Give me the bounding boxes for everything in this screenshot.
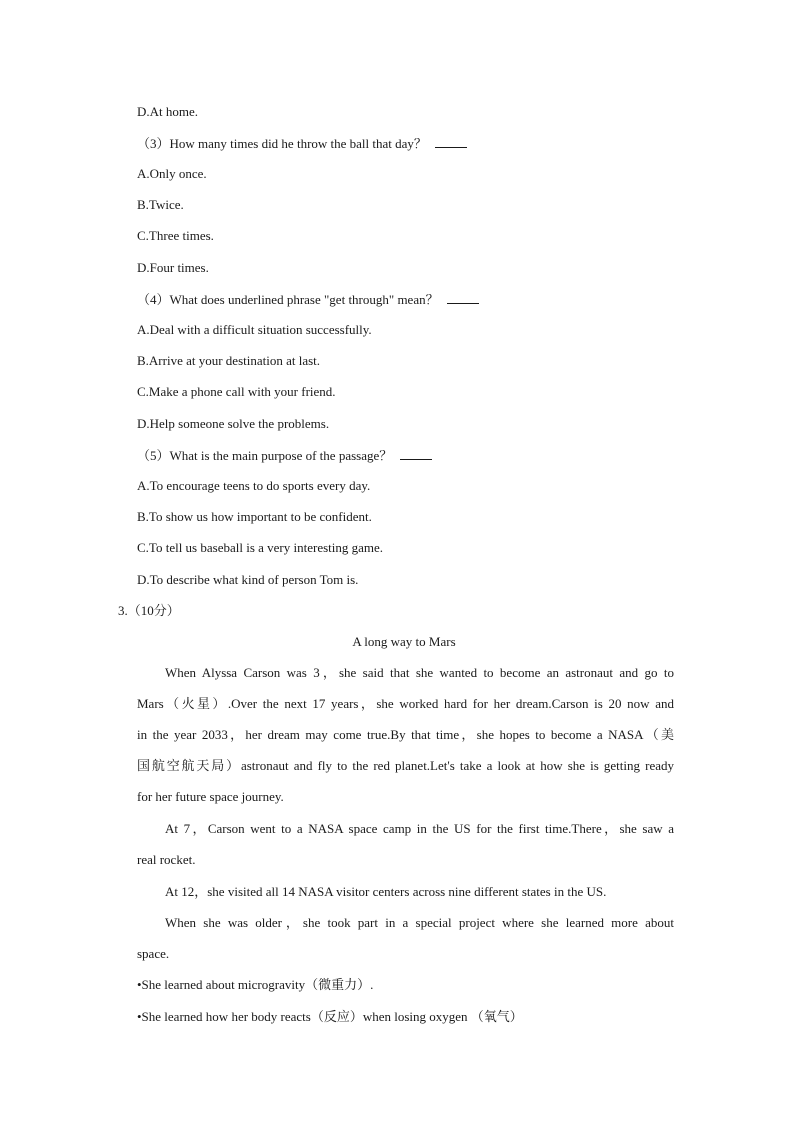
paragraph-line: Mars（火星）.Over the next 17 years，she worked hard for her dream.Carson is 20 now and [137, 696, 674, 711]
question-4 [137, 291, 479, 308]
question-5 [137, 447, 432, 464]
paragraph-1 [137, 665, 674, 820]
bullet-item: •She learned about microgravity（微重力）. [137, 977, 374, 992]
paragraph-line: space. [137, 946, 170, 961]
paragraph-line: At 12，she visited all 14 NASA visitor centers across nine different states in the US. [165, 884, 607, 899]
q4-option-d: D.Help someone solve the problems. [137, 416, 330, 431]
q3-option-b: B.Twice. [137, 197, 184, 212]
question-4-text: （4）What does underlined phrase "get through" mean？ [137, 292, 439, 307]
q4-option-b: B.Arrive at your destination at last. [137, 353, 321, 368]
question-3-text: （3）How many times did he throw the ball that day？ [137, 136, 427, 151]
paragraph-3 [137, 884, 674, 915]
paragraph-4 [137, 915, 674, 977]
answer-blank[interactable] [435, 135, 467, 148]
paragraph-line: At 7，Carson went to a NASA space camp in the US for the first time.There，she saw a [165, 821, 674, 836]
paragraph-line: 国航空航天局）astronaut and fly to the red planet.Let's take a look at how she is getting ready [137, 758, 674, 773]
answer-blank[interactable] [400, 447, 432, 460]
passage-title: A long way to Mars [352, 634, 456, 649]
q5-option-b: B.To show us how important to be confident. [137, 509, 372, 524]
paragraph-line: When she was older，she took part in a special project where she learned more about [165, 915, 674, 930]
paragraph-2 [137, 821, 674, 883]
q3-option-a: A.Only once. [137, 166, 207, 181]
question-3 [137, 135, 467, 152]
paragraph-line: real rocket. [137, 852, 196, 867]
bullet-item: •She learned how her body reacts（反应）when losing oxygen （氧气） [137, 1009, 523, 1024]
q5-option-c: C.To tell us baseball is a very interesting game. [137, 540, 384, 555]
q3-option-d: D.Four times. [137, 260, 209, 275]
answer-blank[interactable] [447, 291, 479, 304]
option-d-at-home: D.At home. [137, 104, 199, 119]
paragraph-line: in the year 2033，her dream may come true.By that time，she hopes to become a NASA（美 [137, 727, 674, 742]
q5-option-a: A.To encourage teens to do sports every day. [137, 478, 371, 493]
q3-option-c: C.Three times. [137, 228, 214, 243]
question-5-text: （5）What is the main purpose of the passage？ [137, 448, 393, 463]
q4-option-a: A.Deal with a difficult situation successfully. [137, 322, 372, 337]
q4-option-c: C.Make a phone call with your friend. [137, 384, 336, 399]
question-3-header: 3.（10分） [118, 603, 180, 618]
paragraph-line: When Alyssa Carson was 3，she said that she wanted to become an astronaut and go to [165, 665, 674, 680]
q5-option-d: D.To describe what kind of person Tom is. [137, 572, 359, 587]
paragraph-line: for her future space journey. [137, 789, 284, 804]
